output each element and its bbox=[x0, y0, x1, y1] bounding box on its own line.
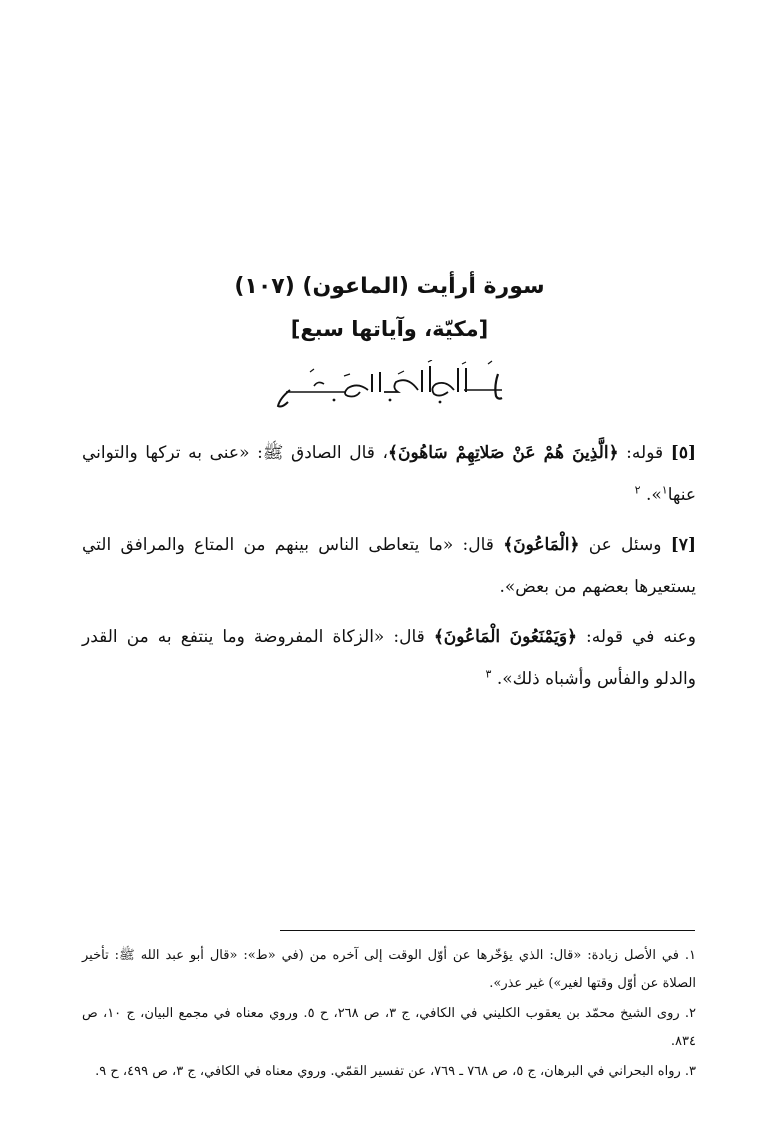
paragraph-text: قال: «ما يتعاطى الناس بينهم من المتاع والمرافق التي يستعيرها بعضهم من بعض». bbox=[82, 535, 696, 597]
paragraph-text: وعنه في قوله: bbox=[577, 627, 696, 647]
verse-number: [٥] bbox=[670, 443, 696, 463]
footnote-marker[interactable]: ٢ bbox=[634, 483, 641, 497]
tafsir-body bbox=[82, 432, 696, 700]
paragraph-verse-5 bbox=[82, 432, 696, 516]
footnote-marker[interactable]: ١ bbox=[661, 483, 668, 497]
quran-quote: ﴿الْمَاعُونَ﴾ bbox=[503, 535, 580, 555]
paragraph-text: قوله: bbox=[618, 443, 671, 463]
footnote-3: ٣. رواه البحراني في البرهان، ج ٥، ص ٧٦٨ ـ ٧٦٩، عن تفسير القمّي. وروي معناه في الكافي، ج ٣، ص ٤٩٩، ح ٩. bbox=[95, 1064, 696, 1079]
basmala-calligraphy bbox=[270, 360, 510, 410]
paragraph-text: وسئل عن bbox=[579, 535, 671, 555]
verse-number: [٧] bbox=[670, 535, 696, 555]
paragraph-text: ، قال الصادق ﷺ: «عنى به تركها والتواني عنها bbox=[82, 443, 696, 505]
paragraph-verse-7-cont bbox=[82, 616, 696, 700]
paragraph-text: قال: «الزكاة المفروضة وما ينتفع به من القدر والدلو والفأس وأشباه ذلك». bbox=[82, 627, 696, 689]
footnote-divider bbox=[280, 930, 695, 931]
paragraph-verse-7 bbox=[82, 524, 696, 608]
quran-quote: ﴿وَيَمْنَعُونَ الْمَاعُونَ﴾ bbox=[433, 627, 577, 647]
quran-quote: ﴿الَّذِينَ هُمْ عَنْ صَلاتِهِمْ سَاهُونَ﴾ bbox=[388, 443, 619, 463]
paragraph-text: ». bbox=[645, 485, 662, 505]
footnotes bbox=[82, 942, 696, 1088]
footnote-1: ١. في الأصل زيادة: «قال: الذي يؤخّرها عن أوّل الوقت إلى آخره من (في «ط»: «قال أبو عبد الله ﷺ: تأخير الصلاة عن أوّل وقتها لغير») غير عذر». bbox=[82, 948, 696, 991]
footnote-marker[interactable]: ٣ bbox=[485, 667, 492, 681]
surah-subtitle: [مكيّة، وآياتها سبع] bbox=[290, 317, 489, 341]
surah-title: سورة أرأيت (الماعون) (١٠٧) bbox=[234, 274, 545, 299]
footnote-2: ٢. روى الشيخ محمّد بن يعقوب الكليني في الكافي، ج ٣، ص ٢٦٨، ح ٥. وروي معناه في مجمع البيان، ج ١٠، ص ٨٣٤. bbox=[82, 1006, 697, 1049]
